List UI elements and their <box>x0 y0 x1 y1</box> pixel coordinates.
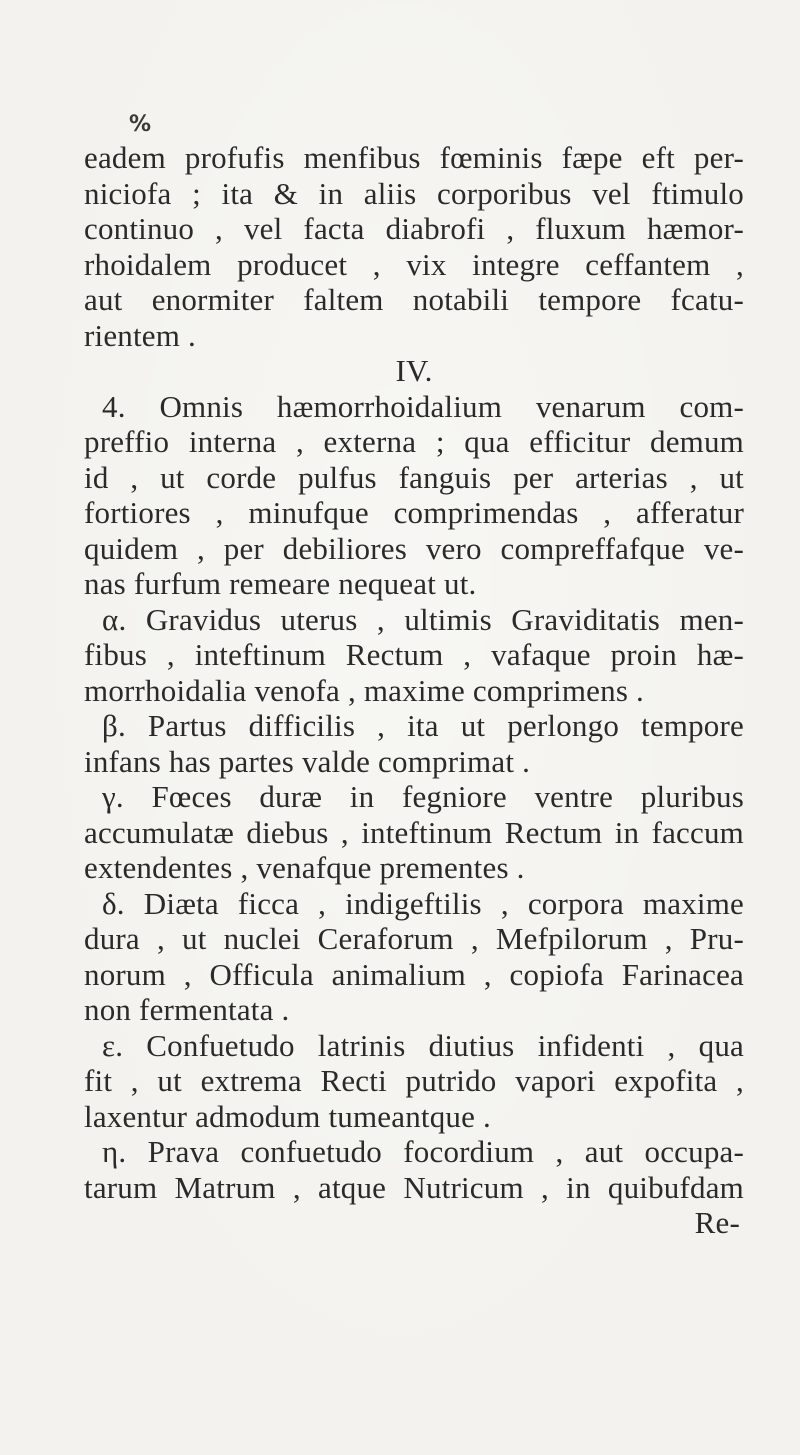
text-line: preffio interna , externa ; qua efficitur demum <box>84 424 744 459</box>
text-line: norum , Officula animalium , copiofa Farinacea <box>84 956 744 992</box>
text-line: accumulatæ diebus , inteftinum Rectum in faccum <box>84 814 744 850</box>
text-line: δ. Diæta ficca , indigeftilis , corpora maxime <box>102 885 744 921</box>
text-line: aut enormiter faltem notabili tempore fcatu- <box>84 282 744 317</box>
text-line: laxentur admodum tumeantque . <box>84 1098 491 1134</box>
text-line: rientem . <box>84 317 196 353</box>
text-line: continuo , vel facta diabrofi , fluxum hæmor- <box>84 211 744 246</box>
text-line: non fermentata . <box>84 992 290 1027</box>
text-line: fit , ut extrema Recti putrido vapori expofita , <box>84 1063 744 1098</box>
page-body-text <box>84 140 744 1241</box>
text-line: dura , ut nuclei Ceraforum , Mefpilorum , Pru- <box>84 921 744 956</box>
catchword: Re- <box>694 1205 740 1240</box>
section-heading: IV. <box>395 353 433 388</box>
text-line: infans has partes valde comprimat . <box>84 743 531 779</box>
text-line: id , ut corde pulfus fanguis per arterias , ut <box>84 459 744 495</box>
text-line: α. Gravidus uterus , ultimis Graviditatis men- <box>102 601 744 637</box>
text-line: niciofa ; ita & in aliis corporibus vel ftimulo <box>84 175 744 211</box>
text-line: ε. Confuetudo latrinis diutius infidenti , qua <box>102 1027 744 1063</box>
text-line: eadem profufis menfibus fœminis fæpe eft per- <box>84 140 744 175</box>
text-line: γ. Fœces duræ in fegniore ventre pluribus <box>102 779 744 814</box>
text-line: nas furfum remeare nequeat ut. <box>84 566 477 601</box>
text-line: tarum Matrum , atque Nutricum , in quibufdam <box>84 1169 744 1205</box>
text-line: morrhoidalia venofa , maxime comprimens . <box>84 672 645 708</box>
text-line: 4. Omnis hæmorrhoidalium venarum com- <box>102 388 744 424</box>
corner-mark: % <box>129 112 152 137</box>
text-line: extendentes , venafque prementes . <box>84 850 525 885</box>
text-line: fortiores , minufque comprimendas , afferatur <box>84 495 744 530</box>
text-line: quidem , per debiliores vero compreffafque ve- <box>84 530 744 566</box>
text-line: fibus , inteftinum Rectum , vafaque proin hæ- <box>84 637 744 672</box>
text-line: η. Prava confuetudo focordium , aut occupa- <box>102 1134 744 1169</box>
text-line: β. Partus difficilis , ita ut perlongo tempore <box>102 708 744 743</box>
text-line: rhoidalem producet , vix integre ceffantem , <box>84 246 744 282</box>
